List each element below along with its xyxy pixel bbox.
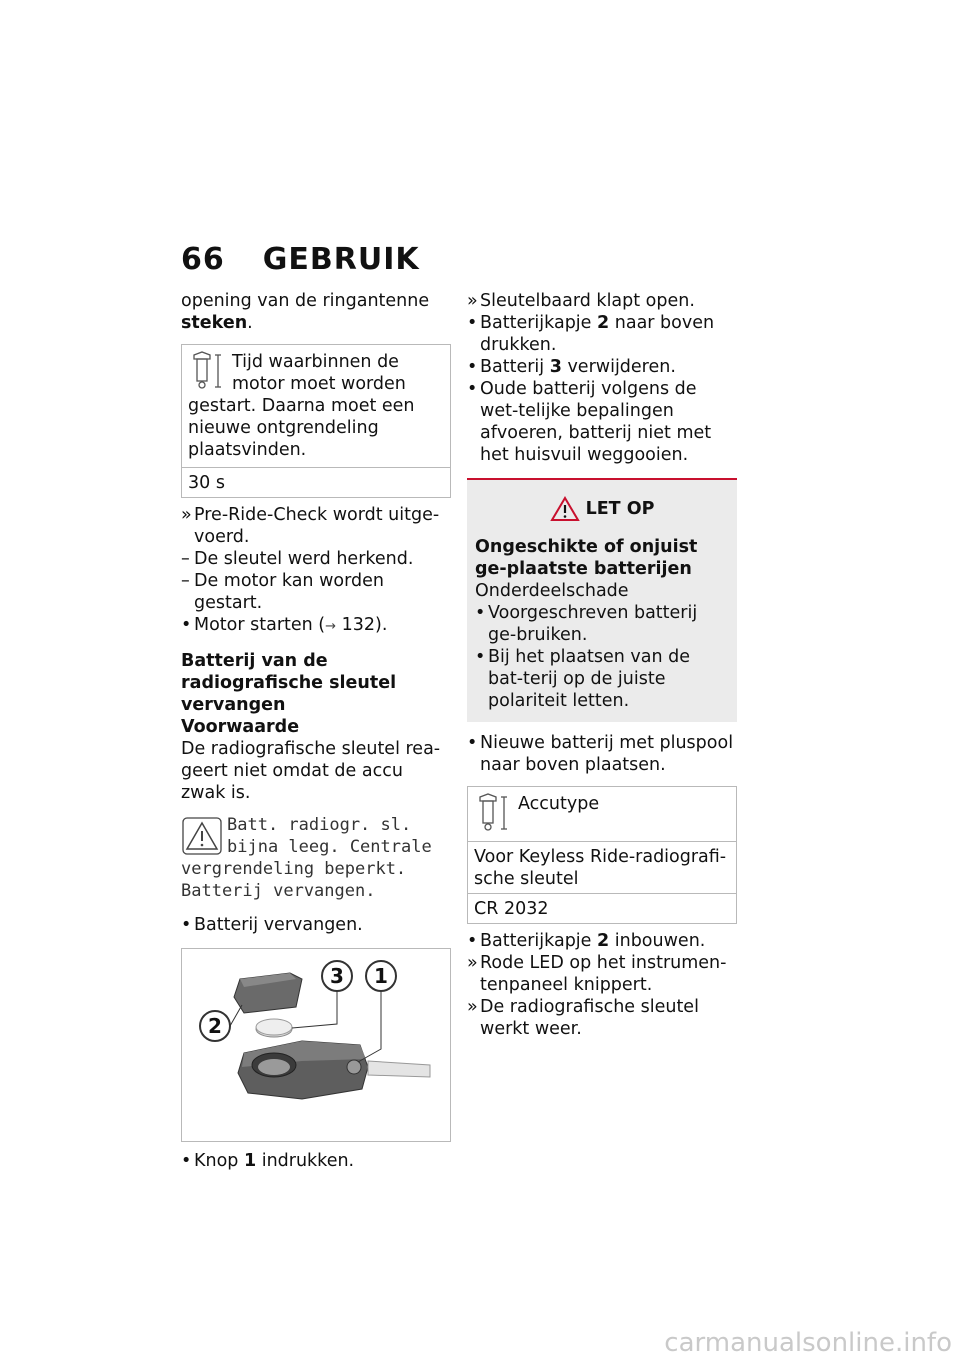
watermark: carmanualsonline.info <box>664 1328 952 1358</box>
step-replace-battery: • Batterij vervangen. <box>181 915 363 935</box>
time-infobox-value: 30 s <box>182 467 450 497</box>
key-figure <box>181 948 451 1142</box>
warning-triangle-icon <box>181 816 223 856</box>
page-header <box>181 242 420 277</box>
step-line: • Batterijkapje 2 inbouwen. <box>467 931 706 951</box>
page-number: 66 <box>181 242 225 277</box>
result-line: » Rode LED op het instrumen-tenpaneel knippert. <box>467 953 727 995</box>
spec-icon <box>188 351 226 391</box>
step-start-motor: • Motor starten (→︎ 132). <box>181 615 388 635</box>
result-line: » Pre-Ride-Check wordt uitge-voerd. <box>181 505 440 547</box>
right-column <box>467 290 737 1040</box>
left-column <box>181 290 451 1172</box>
caution-item: • Voorgeschreven batterij ge-bruiken. <box>475 603 698 645</box>
caution-item: • Bij het plaatsen van de bat-terij op de juiste polariteit letten. <box>475 647 691 711</box>
section-heading: Batterij van de radiografische sleutel vervangen <box>181 651 397 715</box>
callout-1: 1 <box>374 964 388 988</box>
result-line: – De motor kan worden gestart. <box>181 571 384 613</box>
time-infobox-text: Tijd waarbinnen de motor moet worden gestart. Daarna moet een nieuwe ontgrendeling plaatsvinden. <box>188 352 415 460</box>
spec-icon <box>474 793 512 833</box>
accutype-label: Accutype <box>518 794 600 814</box>
callout-2: 2 <box>208 1014 222 1038</box>
caution-subtitle: Ongeschikte of onjuist ge-plaatste batterijen <box>475 537 698 579</box>
step-line: • Batterij 3 verwijderen. <box>467 357 676 377</box>
accutype-value: CR 2032 <box>468 893 736 923</box>
step-line: • Oude batterij volgens de wet-telijke bepalingen afvoeren, batterij niet met het huisvuil weggooien. <box>467 379 712 465</box>
caution-title: LET OP <box>475 496 729 522</box>
condition-text: De radiografische sleutel rea-geert niet omdat de accu zwak is. <box>181 739 441 803</box>
time-infobox <box>181 344 451 498</box>
key-illustration <box>182 949 452 1141</box>
result-line: » De radiografische sleutel werkt weer. <box>467 997 699 1039</box>
callout-3: 3 <box>330 964 344 988</box>
step-line: • Nieuwe batterij met pluspool naar boven plaatsen. <box>467 733 734 775</box>
section-title: GEBRUIK <box>262 242 420 277</box>
result-line: – De sleutel werd herkend. <box>181 549 414 569</box>
caution-consequence: Onderdeelschade <box>475 581 629 601</box>
step-press-button: • Knop 1 indrukken. <box>181 1151 355 1171</box>
caution-box <box>467 478 737 722</box>
arrow-ref-icon: →︎ <box>325 619 337 634</box>
intro-text: opening van de ringantenne steken. <box>181 291 430 333</box>
accutype-desc: Voor Keyless Ride-radiografi-sche sleutel <box>468 841 736 893</box>
subheading-condition: Voorwaarde <box>181 717 300 737</box>
display-message: Batt. radiogr. sl. bijna leeg. Centrale vergrendeling beperkt. Batterij vervangen. <box>181 815 432 901</box>
caution-triangle-icon <box>550 496 580 522</box>
accutype-infobox <box>467 786 737 924</box>
result-line: » Sleutelbaard klapt open. <box>467 291 695 311</box>
step-line: • Batterijkapje 2 naar boven drukken. <box>467 313 715 355</box>
